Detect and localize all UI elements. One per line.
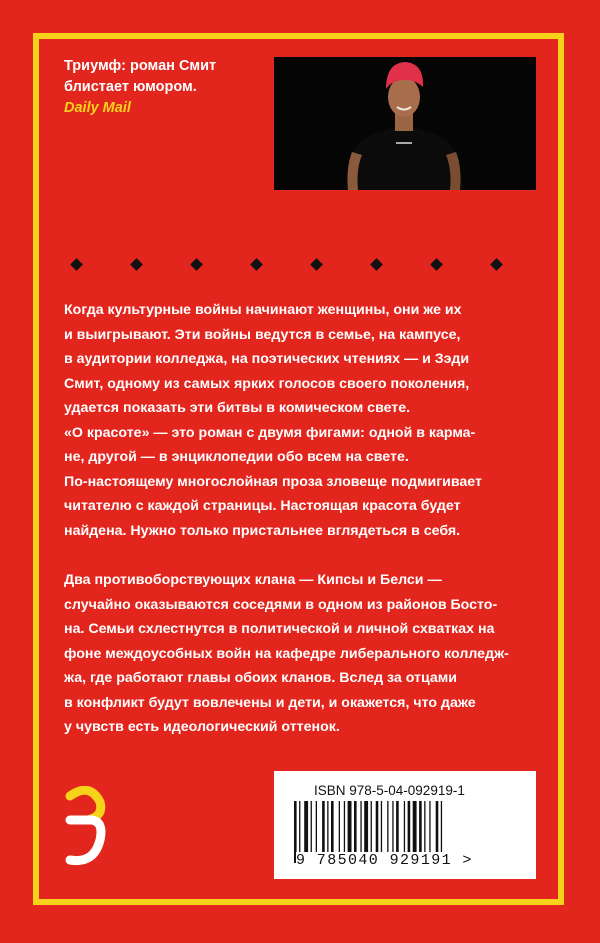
review-source: Daily Mail [64,100,131,116]
diamond-icon [250,258,263,271]
author-portrait-icon [274,57,536,190]
diamond-icon [490,258,503,271]
diamond-icon [310,258,323,271]
description-paragraph-1: Когда культурные войны начинают женщины, они же их и выигрывают. Эти войны ведутся в семье, на кампусе, в аудитории колледжа, на поэтических чтениях — и Зэди Смит, одному из самых ярких голосов своего поколения, удается показать эти битвы в комическом свете. «О красоте» — это роман с двумя фигами: одной в карма- не, другой — в энциклопедии обо всем на свете. По-настоящему многослойная проза зловеще подмигивает читателю с каждой страницы. Настоящая красота будет найдена. Нужно только пристальнее вглядеться в себя. [64,302,482,539]
diamond-icon [70,258,83,271]
author-photo [274,57,536,190]
diamond-icon [130,258,143,271]
diamond-icon [370,258,383,271]
review-line-1: Триумф: роман Смит [64,58,217,74]
publisher-logo [60,786,108,870]
description-paragraph-2: Два противоборствующих клана — Кипсы и Белси — случайно оказываются соседями в одном из районов Босто- на. Семьи схлестнутся в политической и личной схватках на фоне междоусобных войн на кафедре либерального колледж- жа, где работают главы обоих кланов. Вслед за отцами в конфликт будут вовлечены и дети, и окажется, что даже у чувств есть идеологический оттенок. [64,572,509,735]
diamond-divider [60,258,540,272]
barcode-digits: 9 785040 929191 > [296,852,508,869]
isbn-barcode [274,771,536,879]
diamond-icon [190,258,203,271]
diamond-icon [430,258,443,271]
review-quote [64,56,264,119]
review-line-2: блистает юмором. [64,79,197,95]
eksmo-logo-icon [60,786,108,870]
isbn-label: ISBN 978-5-04-092919-1 [314,783,465,798]
